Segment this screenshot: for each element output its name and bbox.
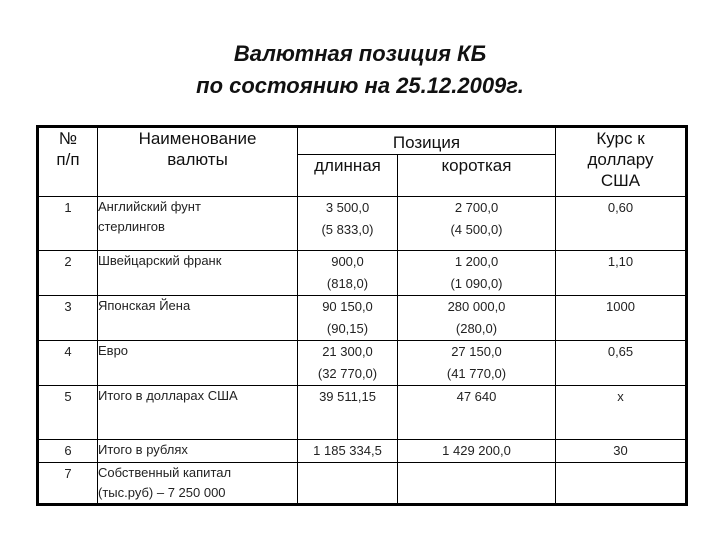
- usd-rate: [556, 463, 687, 505]
- row-number: 5: [38, 386, 98, 440]
- short-value: 27 150,0: [451, 344, 502, 359]
- long-position: [298, 440, 398, 463]
- currency-name: [98, 296, 298, 341]
- short-position: [398, 463, 556, 505]
- long-value: 90 150,0: [322, 299, 373, 314]
- header-name-line1: Наименование: [138, 129, 257, 148]
- header-rate-line2: доллару: [587, 150, 654, 169]
- currency-name-line1: Английский фунт: [98, 199, 201, 214]
- row-number: 6: [38, 440, 98, 463]
- long-value: 1 185 334,5: [313, 443, 382, 458]
- usd-rate: 0,60: [556, 197, 687, 251]
- header-number-line1: №: [58, 129, 78, 148]
- long-value: 3 500,0: [325, 200, 370, 215]
- table-row: [38, 386, 687, 440]
- currency-name-line1: Евро: [98, 343, 129, 358]
- short-position: [398, 440, 556, 463]
- currency-name-line1: Швейцарский франк: [98, 253, 222, 268]
- usd-rate: x: [556, 386, 687, 440]
- table-row: [38, 440, 687, 463]
- document-title: [0, 38, 720, 102]
- usd-rate: 30: [556, 440, 687, 463]
- short-value: 47 640: [456, 389, 497, 404]
- row-number: 7: [38, 463, 98, 505]
- usd-rate: 1,10: [556, 251, 687, 296]
- usd-rate: 0,65: [556, 341, 687, 386]
- short-position: [398, 197, 556, 251]
- currency-name: [98, 386, 298, 440]
- short-position: [398, 386, 556, 440]
- table-row: [38, 341, 687, 386]
- title-line-1: Валютная позиция КБ: [233, 41, 487, 66]
- row-number: 3: [38, 296, 98, 341]
- header-name-line2: валюты: [167, 150, 228, 169]
- currency-name-line1: Итого в рублях: [98, 442, 188, 457]
- currency-position-table: [36, 125, 688, 506]
- long-value-usd: (32 770,0): [317, 366, 378, 381]
- long-value: 900,0: [331, 254, 364, 269]
- short-value: 1 429 200,0: [442, 443, 511, 458]
- table-row: [38, 197, 687, 251]
- short-value: 1 200,0: [454, 254, 499, 269]
- row-number: 4: [38, 341, 98, 386]
- currency-name: [98, 251, 298, 296]
- long-position: [298, 463, 398, 505]
- header-currency-name: [98, 127, 298, 197]
- currency-name: [98, 341, 298, 386]
- long-value-usd: (818,0): [326, 276, 369, 291]
- currency-name-line1: Японская Йена: [98, 298, 191, 313]
- header-number: [38, 127, 98, 197]
- long-value: 39 511,15: [319, 389, 376, 404]
- row-number: 1: [38, 197, 98, 251]
- long-position: [298, 386, 398, 440]
- header-number-line2: п/п: [56, 150, 80, 169]
- short-value-usd: (41 770,0): [446, 366, 507, 381]
- currency-name-line1: Собственный капитал: [98, 465, 232, 480]
- long-position: [298, 341, 398, 386]
- long-value: 21 300,0: [322, 344, 373, 359]
- currency-name: [98, 197, 298, 251]
- table-row: [38, 251, 687, 296]
- short-value: 280 000,0: [447, 299, 506, 314]
- header-rate-line3: США: [600, 171, 641, 190]
- header-position: Позиция: [298, 127, 556, 155]
- header-long: длинная: [298, 155, 398, 197]
- currency-name-line2: стерлингов: [98, 219, 165, 234]
- currency-name-line2: (тыс.руб) – 7 250 000: [98, 485, 226, 500]
- usd-rate: 1000: [556, 296, 687, 341]
- short-position: [398, 296, 556, 341]
- title-line-2: по состоянию на 25.12.2009г.: [196, 73, 524, 98]
- long-value-usd: (5 833,0): [321, 222, 374, 237]
- long-position: [298, 251, 398, 296]
- currency-name: [98, 440, 298, 463]
- short-value-usd: (4 500,0): [450, 222, 503, 237]
- row-number: 2: [38, 251, 98, 296]
- long-position: [298, 296, 398, 341]
- table-row: [38, 296, 687, 341]
- short-value-usd: (280,0): [455, 321, 498, 336]
- header-short: короткая: [398, 155, 556, 197]
- long-value-usd: (90,15): [326, 321, 369, 336]
- currency-name: [98, 463, 298, 505]
- currency-name-line1: Итого в долларах США: [98, 388, 238, 403]
- short-value-usd: (1 090,0): [450, 276, 503, 291]
- header-rate-line1: Курс к: [596, 129, 645, 148]
- short-value: 2 700,0: [454, 200, 499, 215]
- short-position: [398, 251, 556, 296]
- short-position: [398, 341, 556, 386]
- table-row: [38, 463, 687, 505]
- long-position: [298, 197, 398, 251]
- header-rate: [556, 127, 687, 197]
